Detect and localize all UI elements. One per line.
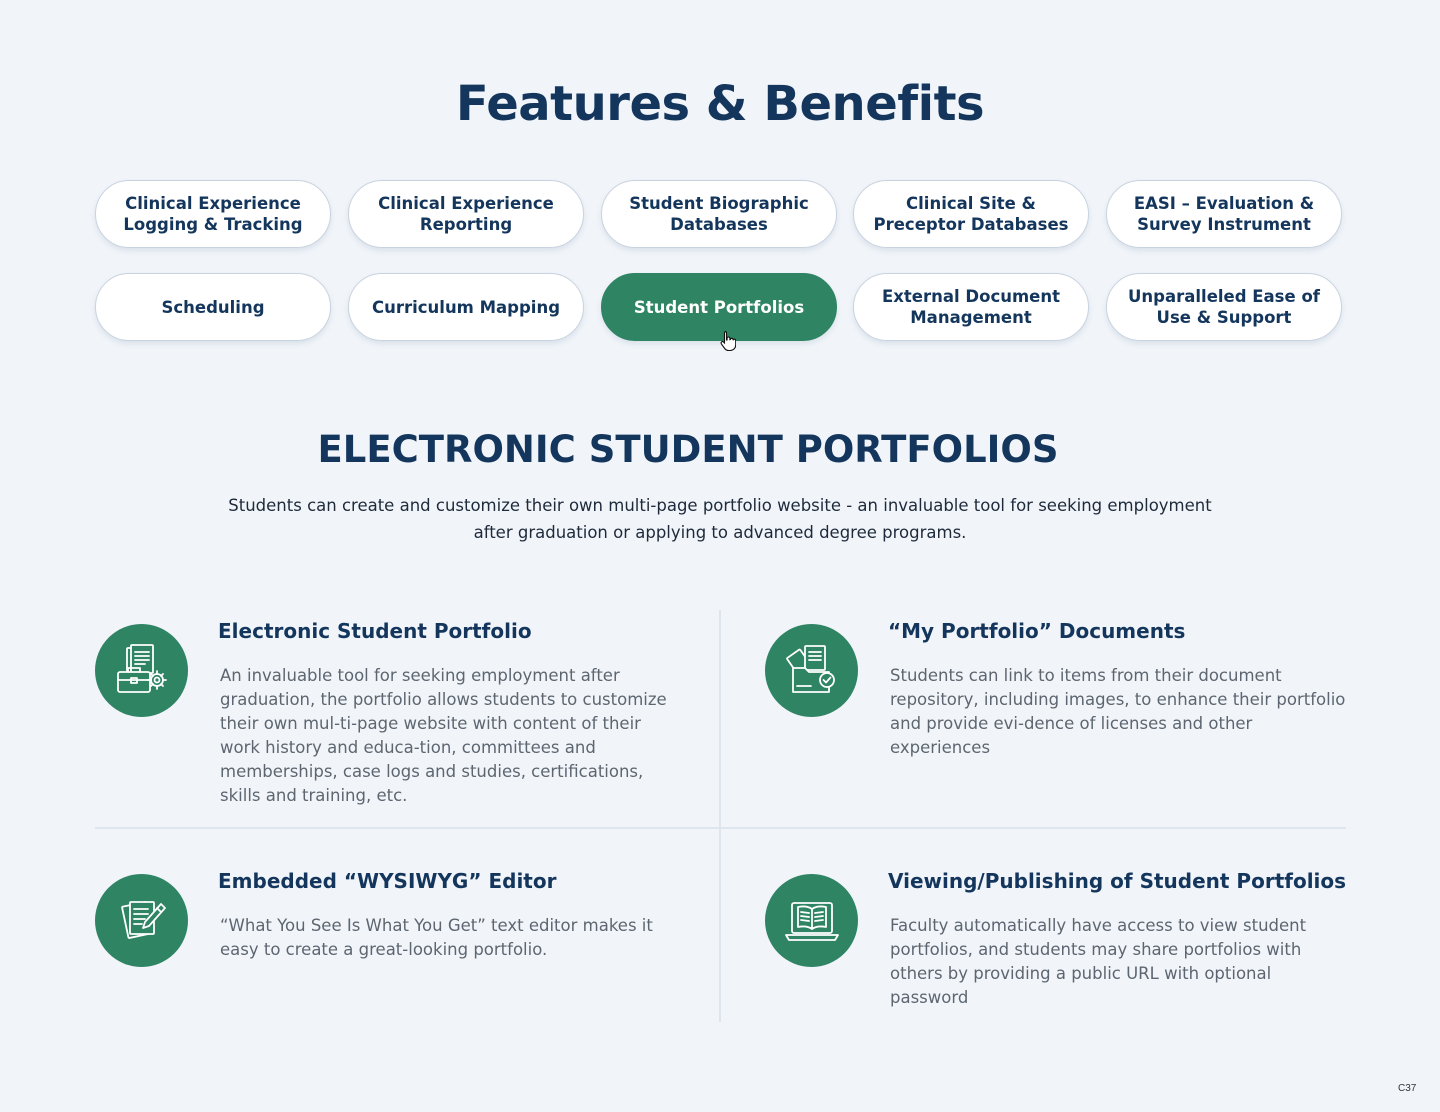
feature-title: Electronic Student Portfolio [218,619,532,643]
feature-title: Viewing/Publishing of Student Portfolios [888,869,1347,893]
tab-ease-of-use-support[interactable]: Unparalleled Ease of Use & Support [1106,273,1342,341]
hand-cursor-icon [720,330,736,352]
feature-text: An invaluable tool for seeking employment after graduation, the portfolio allows students to customize their own mul-ti-page website with content of their work history and educa-tion, committees and memberships, case logs and studies, certifications, skills and training, etc. [220,666,667,805]
page-code: C37 [1398,1083,1417,1094]
portfolio-briefcase-gear-icon [95,624,188,717]
feature-text: Faculty automatically have access to view student portfolios, and students may share portfolios with others by providing a public URL with optional password [890,916,1307,1007]
tab-clinical-experience-logging[interactable]: Clinical Experience Logging & Tracking [95,180,331,248]
tab-easi[interactable]: EASI – Evaluation & Survey Instrument [1106,180,1342,248]
tab-clinical-experience-reporting[interactable]: Clinical Experience Reporting [348,180,584,248]
tab-clinical-site-preceptor[interactable]: Clinical Site & Preceptor Databases [853,180,1089,248]
laptop-book-icon [765,874,858,967]
feature-text: Students can link to items from their document repository, including images, to enhance their portfolio and provide evi-dence of licenses and other experiences [890,666,1346,757]
vertical-divider [719,610,721,1022]
tab-scheduling[interactable]: Scheduling [95,273,331,341]
tab-curriculum-mapping[interactable]: Curriculum Mapping [348,273,584,341]
section-description: Students can create and customize their own multi-page portfolio website - an invaluable tool for seeking employment after graduation or applying to advanced degree programs. [228,496,1212,542]
tab-student-portfolios[interactable]: Student Portfolios [601,273,837,341]
horizontal-divider [95,827,1346,829]
page-title: Features & Benefits [455,76,985,132]
feature-text: “What You See Is What You Get” text editor makes it easy to create a great-looking portfolio. [220,916,653,959]
feature-title: Embedded “WYSIWYG” Editor [218,869,557,893]
tab-external-document-management[interactable]: External Document Management [853,273,1089,341]
section-title: ELECTRONIC STUDENT PORTFOLIOS [317,428,1059,471]
document-pen-icon [95,874,188,967]
documents-folder-check-icon [765,624,858,717]
tab-student-biographic-databases[interactable]: Student Biographic Databases [601,180,837,248]
feature-title: “My Portfolio” Documents [888,619,1186,643]
